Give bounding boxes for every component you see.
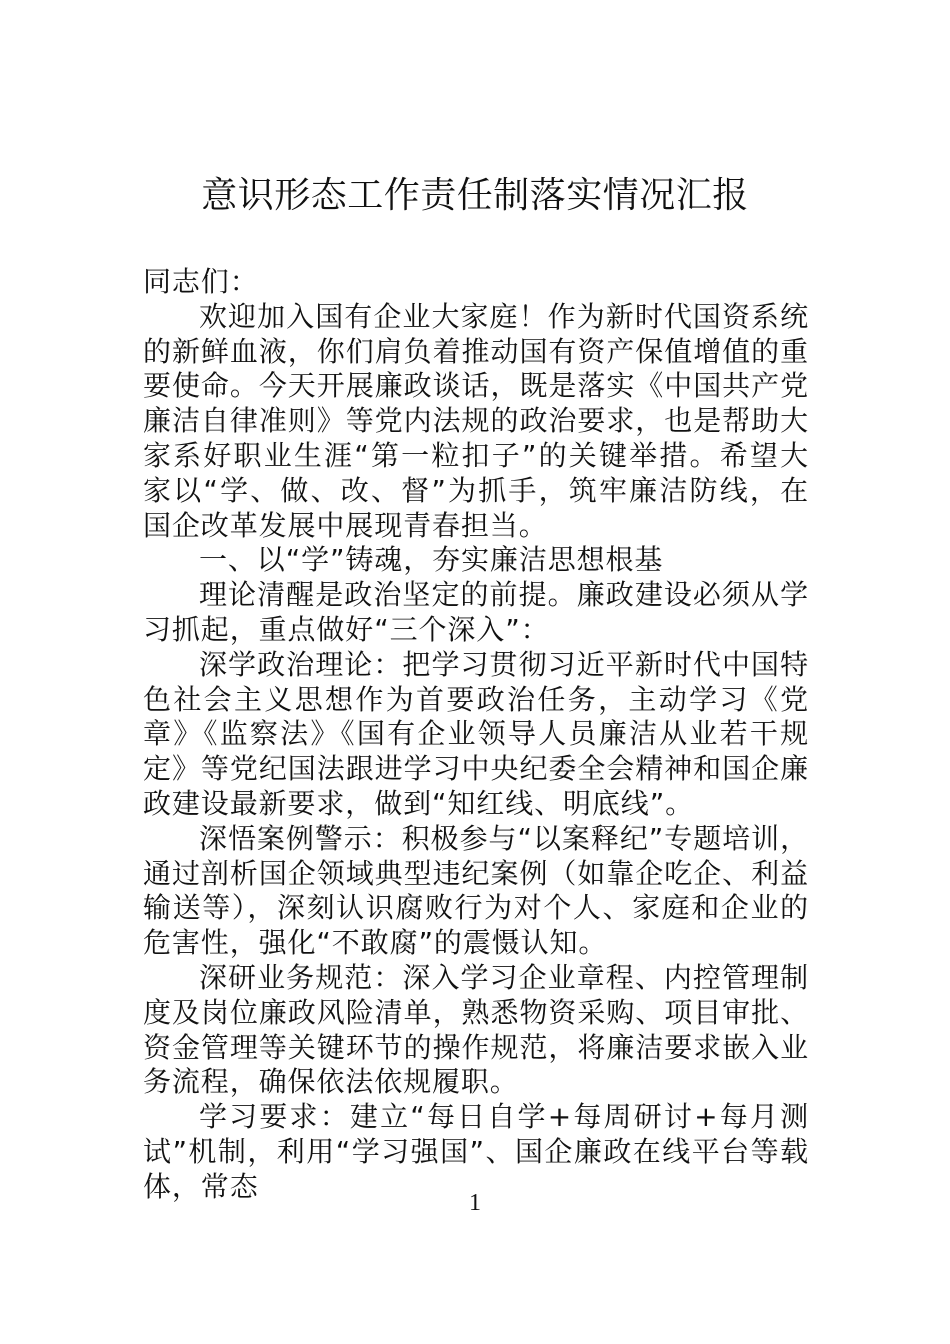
paragraph-case-warning: 深悟案例警示：积极参与“以案释纪”专题培训，通过剖析国企领域典型违纪案例（如靠企吃企、利益输送等），深刻认识腐败行为对个人、家庭和企业的危害性，强化“不敢腐”的震慑认知。 [143,821,809,960]
document-body [143,265,809,1205]
page-number: 1 [469,1190,481,1216]
document-title: 意识形态工作责任制落实情况汇报 [201,175,749,216]
paragraph-theory: 理论清醒是政治坚定的前提。廉政建设必须从学习抓起，重点做好“三个深入”： [143,578,809,646]
paragraph-intro: 欢迎加入国有企业大家庭！作为新时代国资系统的新鲜血液，你们肩负着推动国有资产保值增值的重要使命。今天开展廉政谈话，既是落实《中国共产党廉洁自律准则》等党内法规的政治要求，也是帮助大家系好职业生涯“第一粒扣子”的关键举措。希望大家以“学、做、改、督”为抓手，筑牢廉洁防线，在国企改革发展中展现青春担当。 [143,299,809,542]
section-heading-1: 一、以“学”铸魂，夯实廉洁思想根基 [199,543,664,577]
paragraph-study-requirements: 学习要求：建立“每日自学+每周研讨+每月测试”机制，利用“学习强国”、国企廉政在线平台等载体，常态 [143,1100,809,1203]
paragraph-political-theory: 深学政治理论：把学习贯彻习近平新时代中国特色社会主义思想作为首要政治任务，主动学习《党章》《监察法》《国有企业领导人员廉洁从业若干规定》等党纪国法跟进学习中央纪委全会精神和国企廉政建设最新要求，做到“知红线、明底线”。 [143,647,809,820]
salutation: 同志们： [143,265,259,298]
paragraph-business-norms: 深研业务规范：深入学习企业章程、内控管理制度及岗位廉政风险清单，熟悉物资采购、项目审批、资金管理等关键环节的操作规范，将廉洁要求嵌入业务流程，确保依法依规履职。 [143,960,809,1099]
